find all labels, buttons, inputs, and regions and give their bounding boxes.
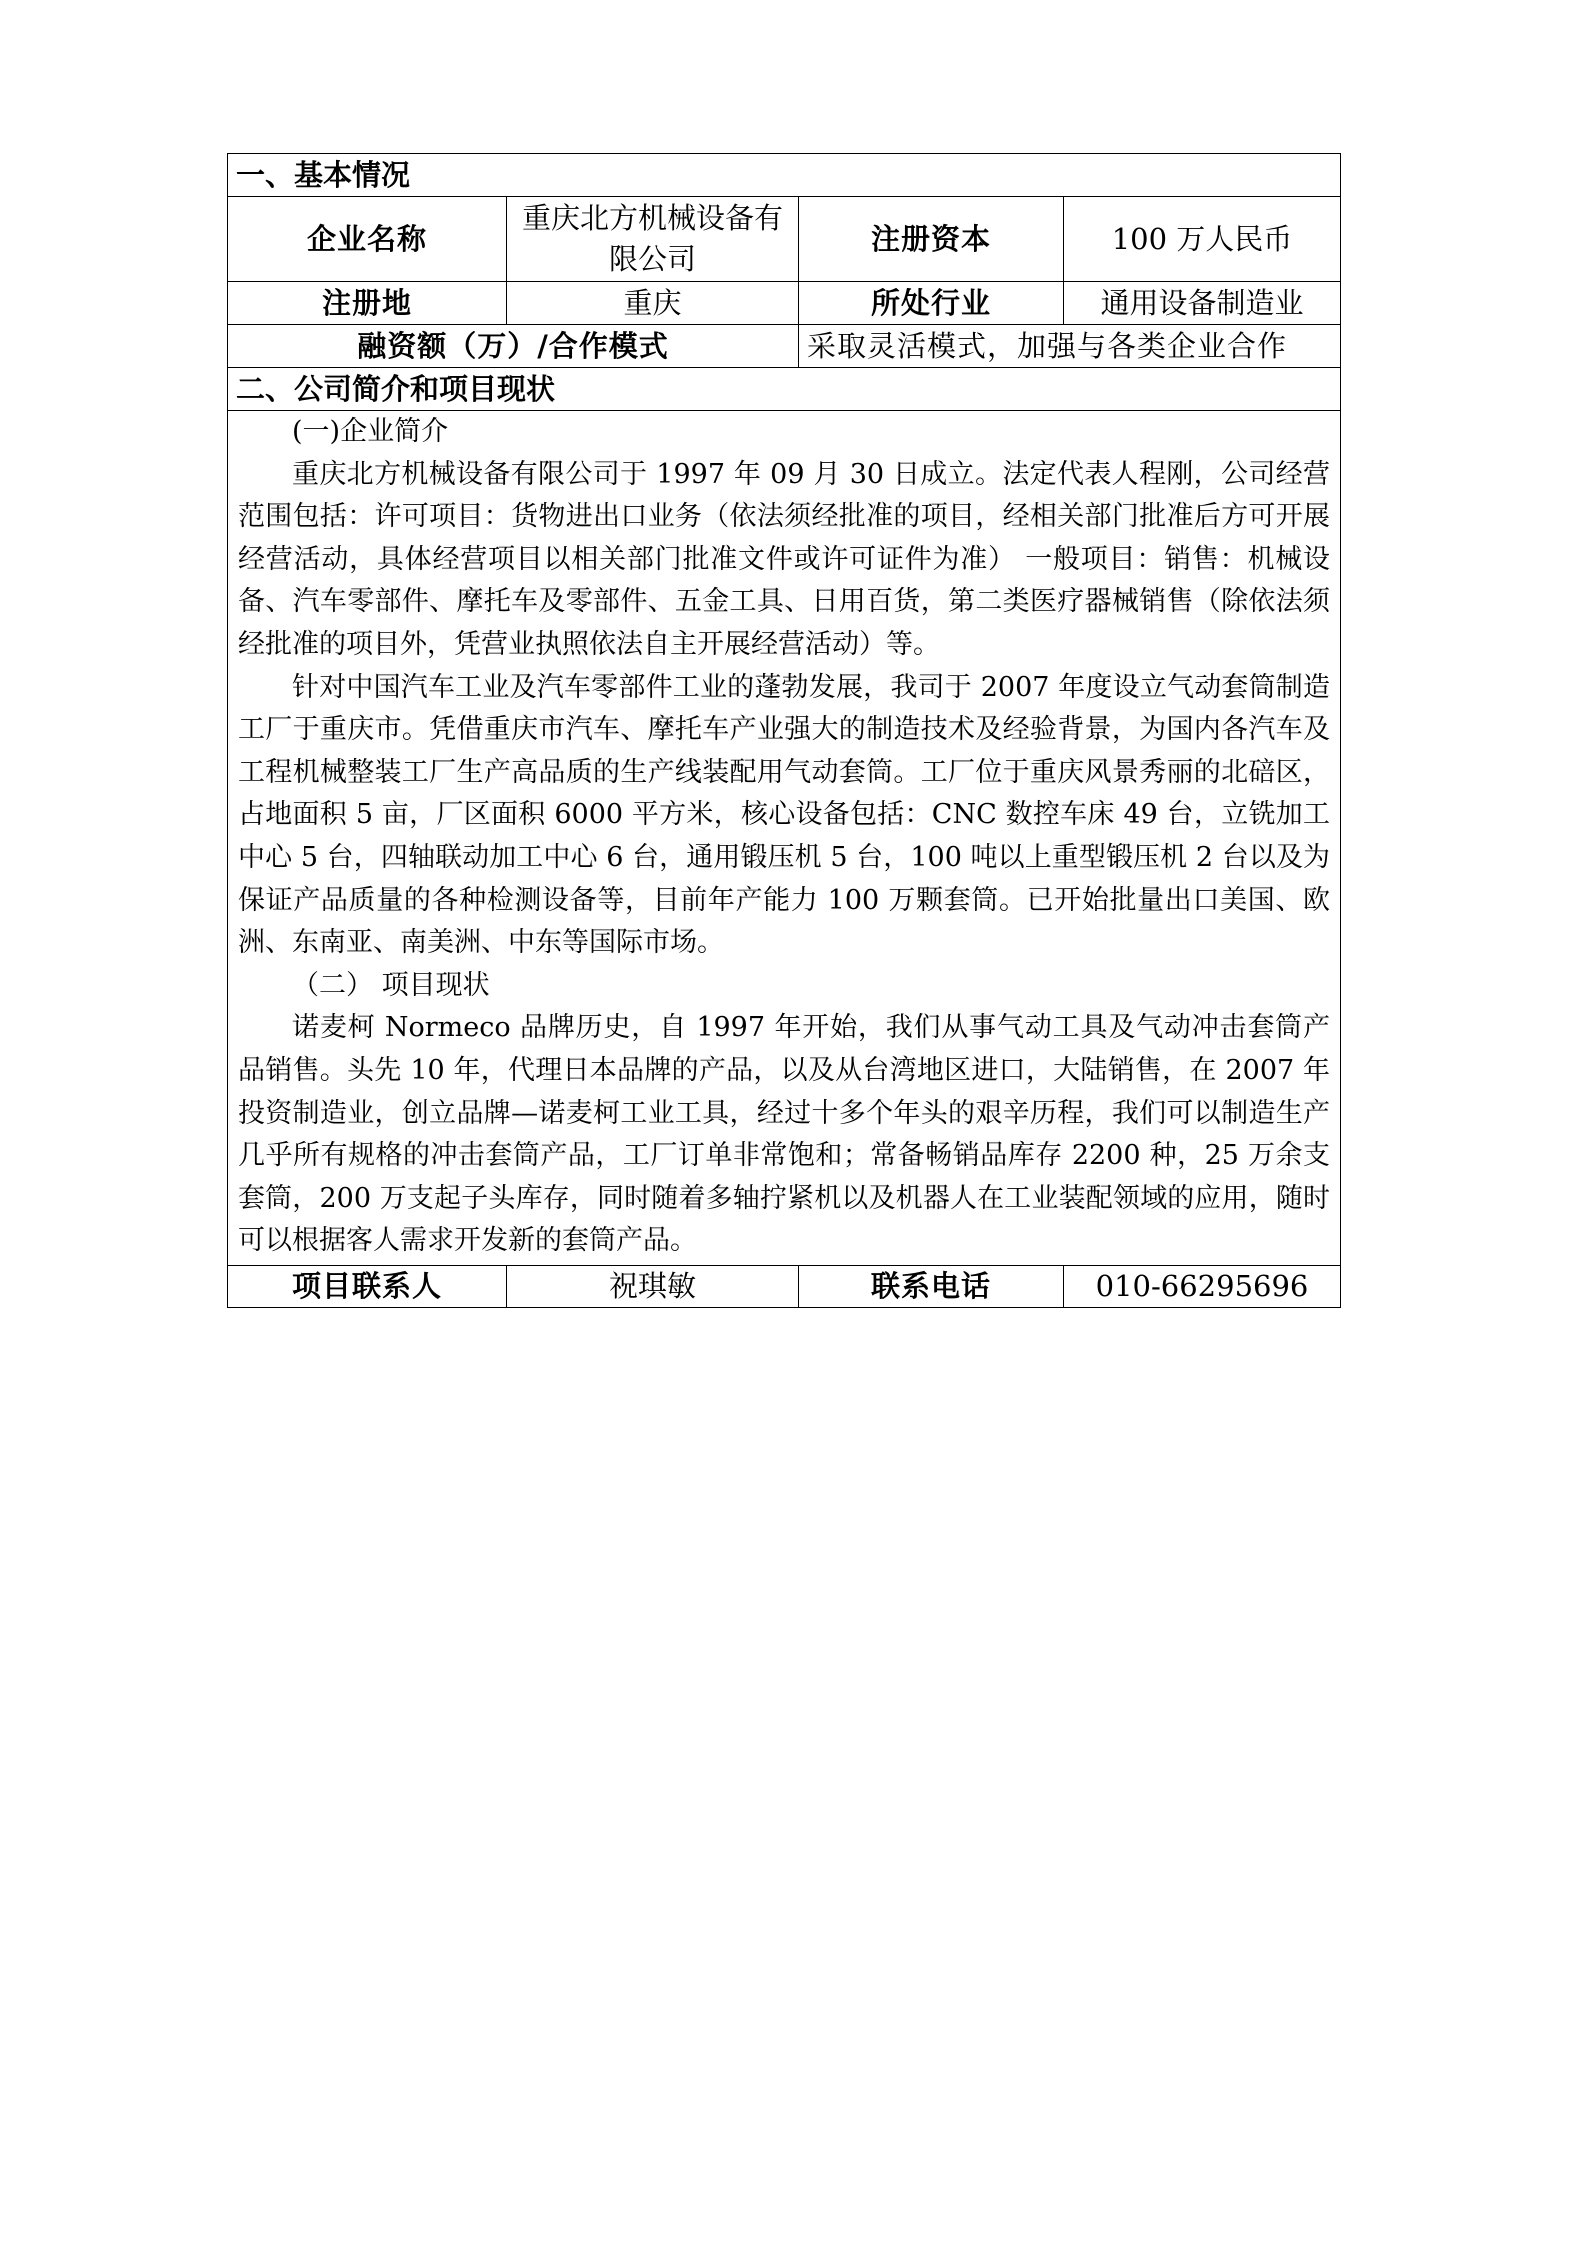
contact-row (228, 1265, 1341, 1307)
company-name-label: 企业名称 (228, 197, 507, 282)
contact-person-value: 祝琪敏 (507, 1265, 799, 1307)
section-basic-row (228, 154, 1341, 197)
company-row (228, 197, 1341, 282)
financing-value: 采取灵活模式，加强与各类企业合作 (799, 325, 1341, 368)
finance-row (228, 325, 1341, 368)
registered-place-label: 注册地 (228, 282, 507, 325)
section-intro-row (228, 368, 1341, 411)
section-basic-title: 一、基本情况 (228, 154, 1341, 197)
company-name-value: 重庆北方机械设备有限公司 (507, 197, 799, 282)
industry-label: 所处行业 (799, 282, 1064, 325)
contact-phone-value: 010-66295696 (1064, 1265, 1341, 1307)
intro-heading-company: (一)企业简介 (292, 416, 449, 447)
registered-place-value: 重庆 (507, 282, 799, 325)
contact-phone-label: 联系电话 (799, 1265, 1064, 1307)
financing-label: 融资额（万）/合作模式 (228, 325, 799, 368)
registered-capital-value: 100 万人民币 (1064, 197, 1341, 282)
intro-paragraph-1: 重庆北方机械设备有限公司于 1997 年 09 月 30 日成立。法定代表人程刚，公司经营范围包括：许可项目：货物进出口业务（依法须经批准的项目，经相关部门批准后方可开展经营活动，具体经营项目以相关部门批准文件或许可证件为准） 一般项目：销售：机械设备、汽车零部件、摩托车及零部件、五金工具、日用百货，第二类医疗器械销售（除依法须经批准的项目外，凭营业执照依法自主开展经营活动）等。 (238, 458, 1331, 660)
intro-paragraph-3: 诺麦柯 Normeco 品牌历史，自 1997 年开始，我们从事气动工具及气动冲击套筒产品销售。头先 10 年，代理日本品牌的产品，以及从台湾地区进口，大陆销售，在 2007 年投资制造业，创立品牌—诺麦柯工业工具，经过十多个年头的艰辛历程，我们可以制造生产几乎所有规格的冲击套筒产品，工厂订单非常饱和；常备畅销品库存 2200 种，25 万余支套筒，200 万支起子头库存，同时随着多轴拧紧机以及机器人在工业装配领域的应用，随时可以根据客人需求开发新的套筒产品。 (238, 1012, 1331, 1257)
intro-heading-project: （二） 项目现状 (292, 969, 490, 1001)
section-intro-title: 二、公司简介和项目现状 (228, 368, 1341, 411)
intro-body (228, 411, 1341, 1266)
intro-body-row (228, 411, 1341, 1266)
location-row (228, 282, 1341, 325)
enterprise-info-table (227, 153, 1341, 1308)
registered-capital-label: 注册资本 (799, 197, 1064, 282)
contact-person-label: 项目联系人 (228, 1265, 507, 1307)
intro-paragraph-2: 针对中国汽车工业及汽车零部件工业的蓬勃发展，我司于 2007 年度设立气动套筒制造工厂于重庆市。凭借重庆市汽车、摩托车产业强大的制造技术及经验背景，为国内各汽车及工程机械整装工厂生产高品质的生产线装配用气动套筒。工厂位于重庆风景秀丽的北碚区，占地面积 5 亩，厂区面积 6000 平方米，核心设备包括：CNC 数控车床 49 台，立铣加工中心 5 台，四轴联动加工中心 6 台，通用锻压机 5 台，100 吨以上重型锻压机 2 台以及为保证产品质量的各种检测设备等，目前年产能力 100 万颗套筒。已开始批量出口美国、欧洲、东南亚、南美洲、中东等国际市场。 (238, 671, 1331, 959)
industry-value: 通用设备制造业 (1064, 282, 1341, 325)
